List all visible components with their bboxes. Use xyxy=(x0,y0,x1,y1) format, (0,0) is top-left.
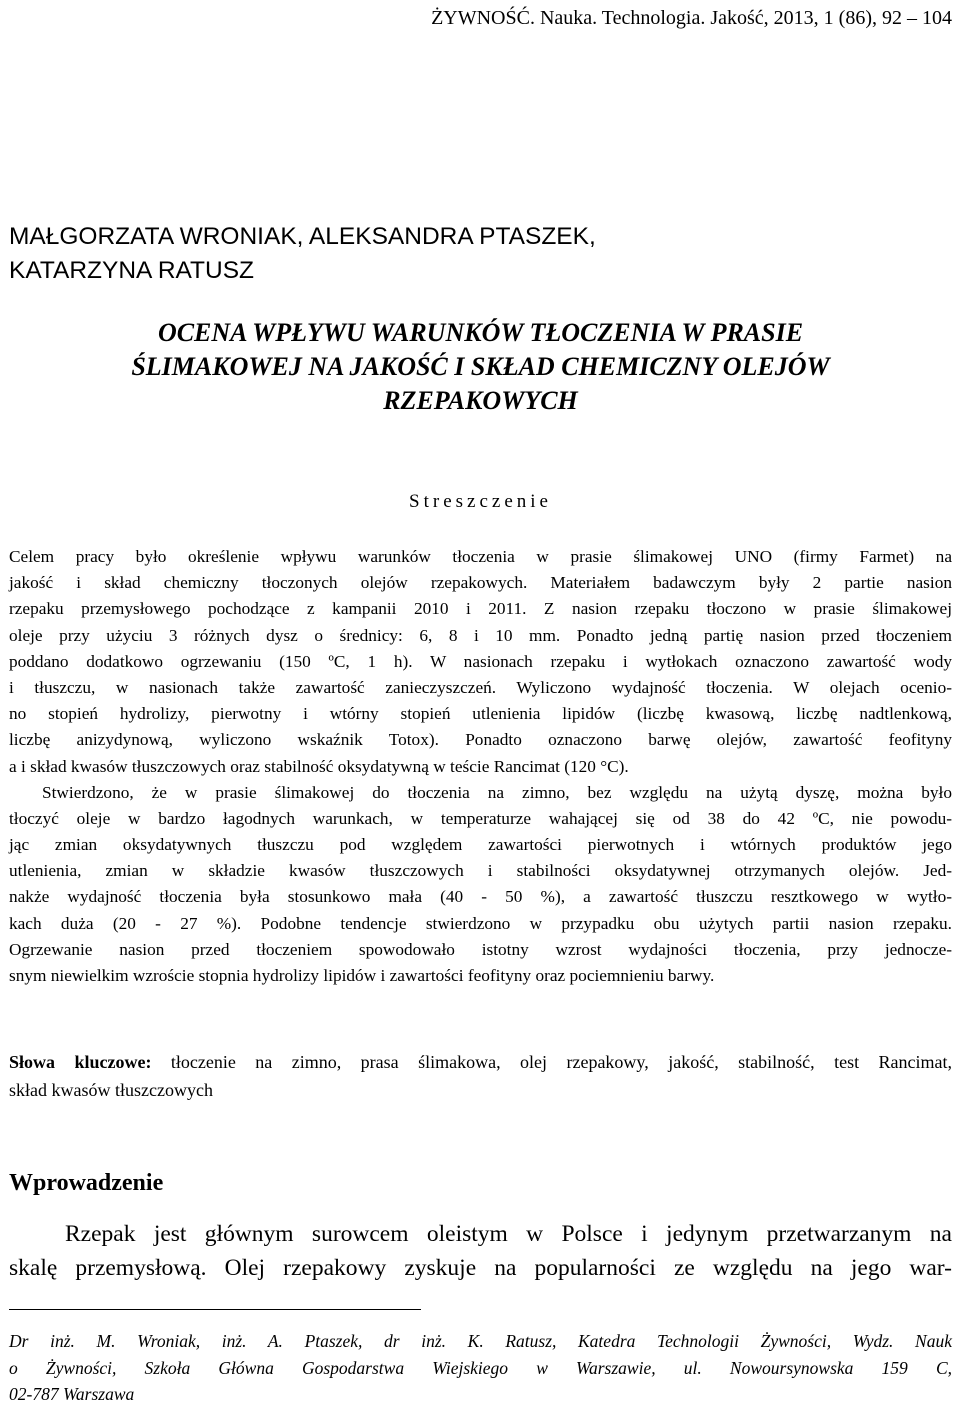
footnote xyxy=(9,1328,952,1408)
authors xyxy=(9,220,952,288)
abstract-line: Stwierdzono, że w prasie ślimakowej do tłoczenia na zimno, bez względu na użytą dyszę, można było xyxy=(42,782,952,802)
keywords xyxy=(9,1048,952,1104)
abstract-line: rzepaku przemysłowego pochodzące z kampanii 2010 i 2011. Z nasion rzepaku tłoczono w prasie ślimakowej xyxy=(9,599,952,619)
abstract-line: nakże wydajność tłoczenia była stosunkowo mała (40 - 50 %), a zawartość tłuszczu resztkowego w wytło- xyxy=(9,887,952,907)
abstract-line: Ogrzewanie nasion przed tłoczeniem spowodowało istotny wzrost wydajności tłoczenia, przy jednocze- xyxy=(9,939,952,959)
intro-paragraph xyxy=(9,1217,952,1285)
abstract xyxy=(9,544,952,989)
abstract-line: kach duża (20 - 27 %). Podobne tendencje stwierdzono w przypadku obu użytych partii nasion rzepaku. xyxy=(9,913,952,933)
title-line: RZEPAKOWYCH xyxy=(383,386,578,415)
journal-header: ŻYWNOŚĆ. Nauka. Technologia. Jakość, 2013, 1 (86), 92 – 104 xyxy=(431,7,952,29)
abstract-line: i tłuszczu, w nasionach także zawartość zanieczyszczeń. Wyliczono wydajność tłoczenia. W olejach ocenio- xyxy=(9,677,952,697)
abstract-line: snym niewielkim wzroście stopnia hydrolizy lipidów i zawartości feofityny oraz pociemnieniu barwy. xyxy=(9,966,715,985)
title-line: ŚLIMAKOWEJ NA JAKOŚĆ I SKŁAD CHEMICZNY OLEJÓW xyxy=(131,352,830,381)
abstract-line: oleje przy użyciu 3 różnych dysz o średnicy: 6, 8 i 10 mm. Ponadto jedną partię nasion przed tłoczeniem xyxy=(9,625,952,645)
abstract-line: a i skład kwasów tłuszczowych oraz stabilność oksydatywną w teście Rancimat (120 °C). xyxy=(9,756,629,776)
intro-line: skalę przemysłową. Olej rzepakowy zyskuje na popularności ze względu na jego war- xyxy=(9,1255,952,1281)
keywords-label: Słowa kluczowe: xyxy=(9,1052,152,1072)
abstract-line: Celem pracy było określenie wpływu warunków tłoczenia w prasie ślimakowej UNO (firmy Farmet) na xyxy=(9,547,952,566)
footnote-divider xyxy=(9,1309,421,1310)
keywords-text: tłoczenie na zimno, prasa ślimakowa, olej rzepakowy, jakość, stabilność, test Rancimat, xyxy=(151,1052,953,1072)
keywords-line xyxy=(9,1048,952,1076)
author-line: KATARZYNA RATUSZ xyxy=(9,257,255,284)
abstract-line: utlenienia, zmian w składzie kwasów tłuszczowych i stabilności oksydatywnej otrzymanych olejów. Jed- xyxy=(9,861,952,881)
section-heading: Wprowadzenie xyxy=(9,1170,164,1196)
intro-line: Rzepak jest głównym surowcem oleistym w Polsce i jedynym przetwarzanym na xyxy=(65,1221,952,1247)
abstract-line: liczbę anizydynową, wyliczono wskaźnik Totox). Ponadto oznaczono barwę olejów, zawartość feofityny xyxy=(9,730,952,750)
abstract-line: poddano dodatkowo ogrzewaniu (150 ºC, 1 h). W nasionach rzepaku i wytłokach oznaczono zawartość wody xyxy=(9,651,952,671)
keywords-line: skład kwasów tłuszczowych xyxy=(9,1080,213,1100)
abstract-line: tłoczyć oleje w bardzo łagodnych warunkach, w temperaturze wahającej się od 38 do 42 ºC, nie powodu- xyxy=(9,808,952,828)
document-page xyxy=(9,0,952,1402)
abstract-line: jakość i skład chemiczny tłoczonych olejów rzepakowych. Materiałem badawczym były 2 partie nasion xyxy=(9,573,952,593)
footnote-line: Dr inż. M. Wroniak, inż. A. Ptaszek, dr inż. K. Ratusz, Katedra Technologii Żywności, Wydz. Nauk xyxy=(9,1331,952,1351)
author-line: MAŁGORZATA WRONIAK, ALEKSANDRA PTASZEK, xyxy=(9,223,596,250)
abstract-line: no stopień hydrolizy, pierwotny i wtórny stopień utlenienia lipidów (liczbę kwasową, liczbę nadtlenkową, xyxy=(9,704,952,724)
article-title xyxy=(9,316,952,418)
footnote-line: o Żywności, Szkoła Główna Gospodarstwa Wiejskiego w Warszawie, ul. Nowoursynowska 159 C, xyxy=(9,1357,952,1378)
abstract-heading: Streszczenie xyxy=(409,491,552,512)
footnote-line: 02-787 Warszawa xyxy=(9,1384,135,1404)
abstract-line: jąc zmian oksydatywnych tłuszczu pod względem zawartości pierwotnych i wtórnych produktów jego xyxy=(9,835,952,855)
title-line: OCENA WPŁYWU WARUNKÓW TŁOCZENIA W PRASIE xyxy=(157,318,804,347)
